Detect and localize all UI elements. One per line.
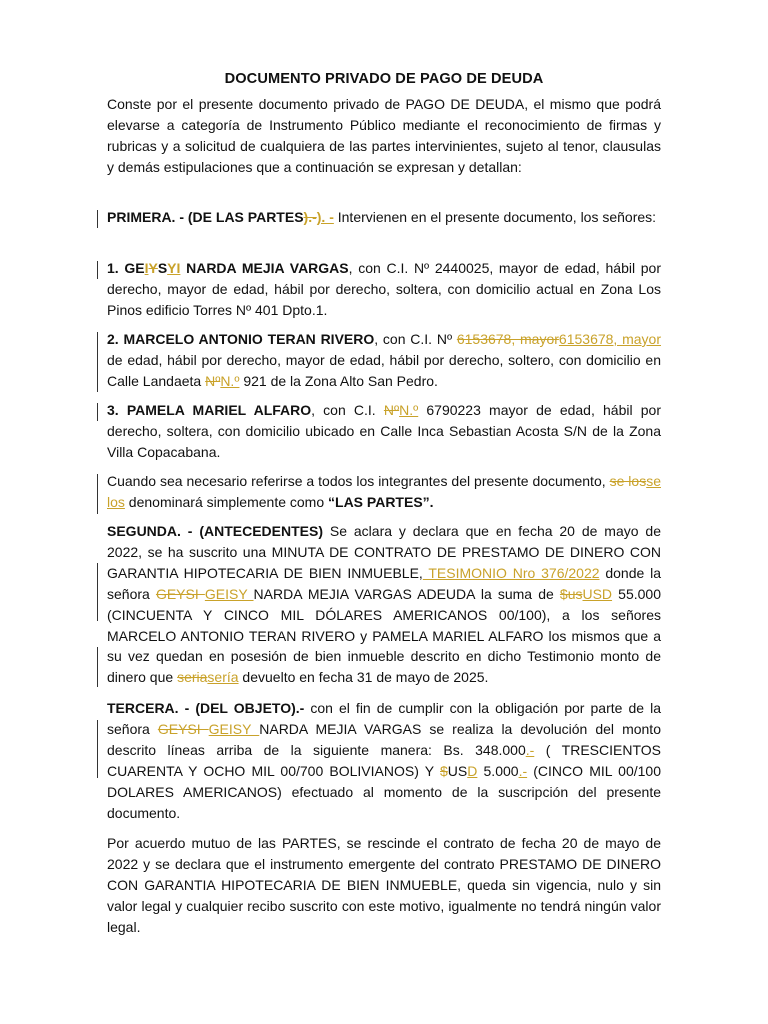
party-text: de edad, hábil por derecho, mayor de edad, hábil por derecho, soltero, con domicilio en Calle Landaeta — [107, 351, 661, 389]
party-text: 921 de la Zona Alto San Pedro. — [239, 372, 438, 389]
party-2 — [107, 329, 661, 392]
inserted-text: USD — [582, 585, 613, 602]
party-3 — [107, 400, 661, 463]
change-bar — [97, 210, 98, 228]
party-name: 3. PAMELA MARIEL ALFARO — [107, 402, 312, 418]
party-name: S — [157, 260, 168, 276]
change-bar — [97, 261, 98, 279]
change-bar — [97, 563, 98, 621]
clause-text: devuelto en fecha 31 de mayo de 2025. — [238, 669, 489, 686]
inserted-text: .- — [518, 762, 528, 779]
clause-text: ( TRESCIENTOS CUARENTA Y OCHO MIL 00/700 BOLIVIANOS) Y — [107, 741, 661, 779]
deleted-text: se los — [609, 473, 647, 489]
clause-text: Intervienen en el presente documento, los señores: — [333, 209, 657, 225]
change-bar — [97, 474, 98, 514]
inserted-text: ). - — [316, 209, 334, 225]
party-name: 1. GE — [107, 260, 145, 276]
note-text: Cuando sea necesario referirse a todos los integrantes del presente documento, — [107, 473, 610, 489]
party-text: , con C.I. Nº 2440025, mayor de edad, hábil por derecho, mayor de edad, hábil por derecho, soltera, con domicilio actual en Zona Los Pinos edificio Torres Nº 401 Dpto.1. — [107, 260, 662, 318]
inserted-text: se los — [107, 473, 661, 510]
change-bar — [97, 647, 98, 687]
inserted-text: 6153678, mayor — [558, 331, 661, 347]
inserted-text: sería — [207, 669, 239, 686]
clause-heading: SEGUNDA. - (ANTECEDENTES) — [107, 523, 323, 539]
clause-heading: PRIMERA. - (DE LAS PARTES — [107, 209, 304, 225]
party-text: , con C.I. Nº — [374, 331, 457, 347]
deleted-text: GEYSI — [155, 585, 205, 602]
inserted-text: I — [144, 260, 149, 276]
inserted-text: GEISY — [204, 585, 254, 602]
party-name: 2. MARCELO ANTONIO TERAN RIVERO — [107, 331, 375, 347]
deleted-text: 6153678, mayor — [456, 331, 559, 347]
clause-text: con el fin de cumplir con la obligación por parte de la señora — [107, 700, 661, 737]
deleted-text: GEYSI — [157, 720, 209, 737]
las-partes-term: “LAS PARTES”. — [328, 493, 434, 510]
deleted-text: ).- — [303, 209, 317, 225]
deleted-text: seria — [177, 669, 208, 686]
deleted-text: Y — [148, 260, 158, 276]
clause-tercera — [107, 698, 661, 823]
document-title: DOCUMENTO PRIVADO DE PAGO DE DEUDA — [224, 71, 544, 87]
deleted-text: Nº — [383, 402, 400, 418]
party-name: NARDA MEJIA VARGAS — [180, 260, 349, 276]
clause-text: NARDA MEJIA VARGAS ADEUDA la suma de — [253, 585, 560, 602]
party-text: 6790223 mayor de edad, hábil por derecho, soltera, con domicilio ubicado en Calle Inca Sebastian Acosta S/N de la Zona Villa Copacabana. — [107, 402, 661, 460]
clause-text: 55.000 (CINCUENTA Y CINCO MIL DÓLARES AMERICANOS 00/100), a los señores MARCELO ANTONIO TERAN RIVERO y PAMELA MARIEL ALFARO los mismos que a su vez quedan en posesión de bien inmueble descrito en dicho Testimonio monto de dinero que — [107, 585, 661, 686]
clause-text: NARDA MEJIA VARGAS se realiza la devolución del monto descrito líneas arriba de la siguiente manera: Bs. 348.000 — [107, 720, 661, 758]
party-1 — [107, 258, 661, 321]
change-bar — [97, 403, 98, 421]
deleted-text: $ — [440, 762, 448, 779]
clause-text: Se aclara y declara que en fecha 20 de mayo de 2022, se ha suscrito una MINUTA DE CONTRATO DE PRESTAMO DE DINERO CON GARANTIA HIPOTECARIA DE BIEN INMUEBLE, — [107, 523, 661, 581]
clause-text: (CINCO MIL 00/100 DOLARES AMERICANOS) efectuado al momento de la suscripción del presente documento. — [107, 762, 661, 821]
inserted-text: GEISY — [208, 720, 260, 737]
inserted-text: N.º — [220, 372, 240, 389]
partes-note — [107, 471, 661, 513]
note-text: denominará simplemente como — [124, 493, 329, 510]
clause-segunda — [107, 521, 661, 688]
change-bar — [97, 720, 98, 778]
clause-primera — [107, 207, 661, 228]
clause-text: 5.000 — [477, 762, 519, 779]
clause-text: US — [447, 762, 468, 779]
inserted-text: N.º — [399, 402, 419, 418]
deleted-text: Nº — [205, 372, 221, 389]
inserted-text: .- — [525, 741, 535, 758]
inserted-text: D — [467, 762, 478, 779]
party-text: , con C.I. — [311, 402, 384, 418]
deleted-text: $us — [559, 585, 583, 602]
change-bar — [97, 332, 98, 392]
intro-paragraph: Conste por el presente documento privado de PAGO DE DEUDA, el mismo que podrá elevarse a categoría de Instrumento Público mediante el reconocimiento de firmas y rubricas y a solicitud de cualquiera de las partes intervinientes, sujeto al tenor, clausulas y demás estipulaciones que a continuación se expresan y detallan: — [107, 96, 661, 175]
clause-text: donde la señora — [107, 564, 661, 602]
closing-paragraph: Por acuerdo mutuo de las PARTES, se rescinde el contrato de fecha 20 de mayo de 2022 y se declara que el instrumento emergente del contrato PRESTAMO DE DINERO CON GARANTIA HIPOTECARIA DE BIEN INMUEBLE, queda sin vigencia, nulo y sin valor legal y cualquier recibo suscrito con este motivo, igualmente no tendrá ningún valor legal. — [107, 835, 661, 935]
inserted-text: TESIMONIO Nro 376/2022 — [422, 564, 600, 581]
clause-heading: TERCERA. - (DEL OBJETO).- — [107, 700, 305, 716]
inserted-text: YI — [167, 260, 181, 276]
